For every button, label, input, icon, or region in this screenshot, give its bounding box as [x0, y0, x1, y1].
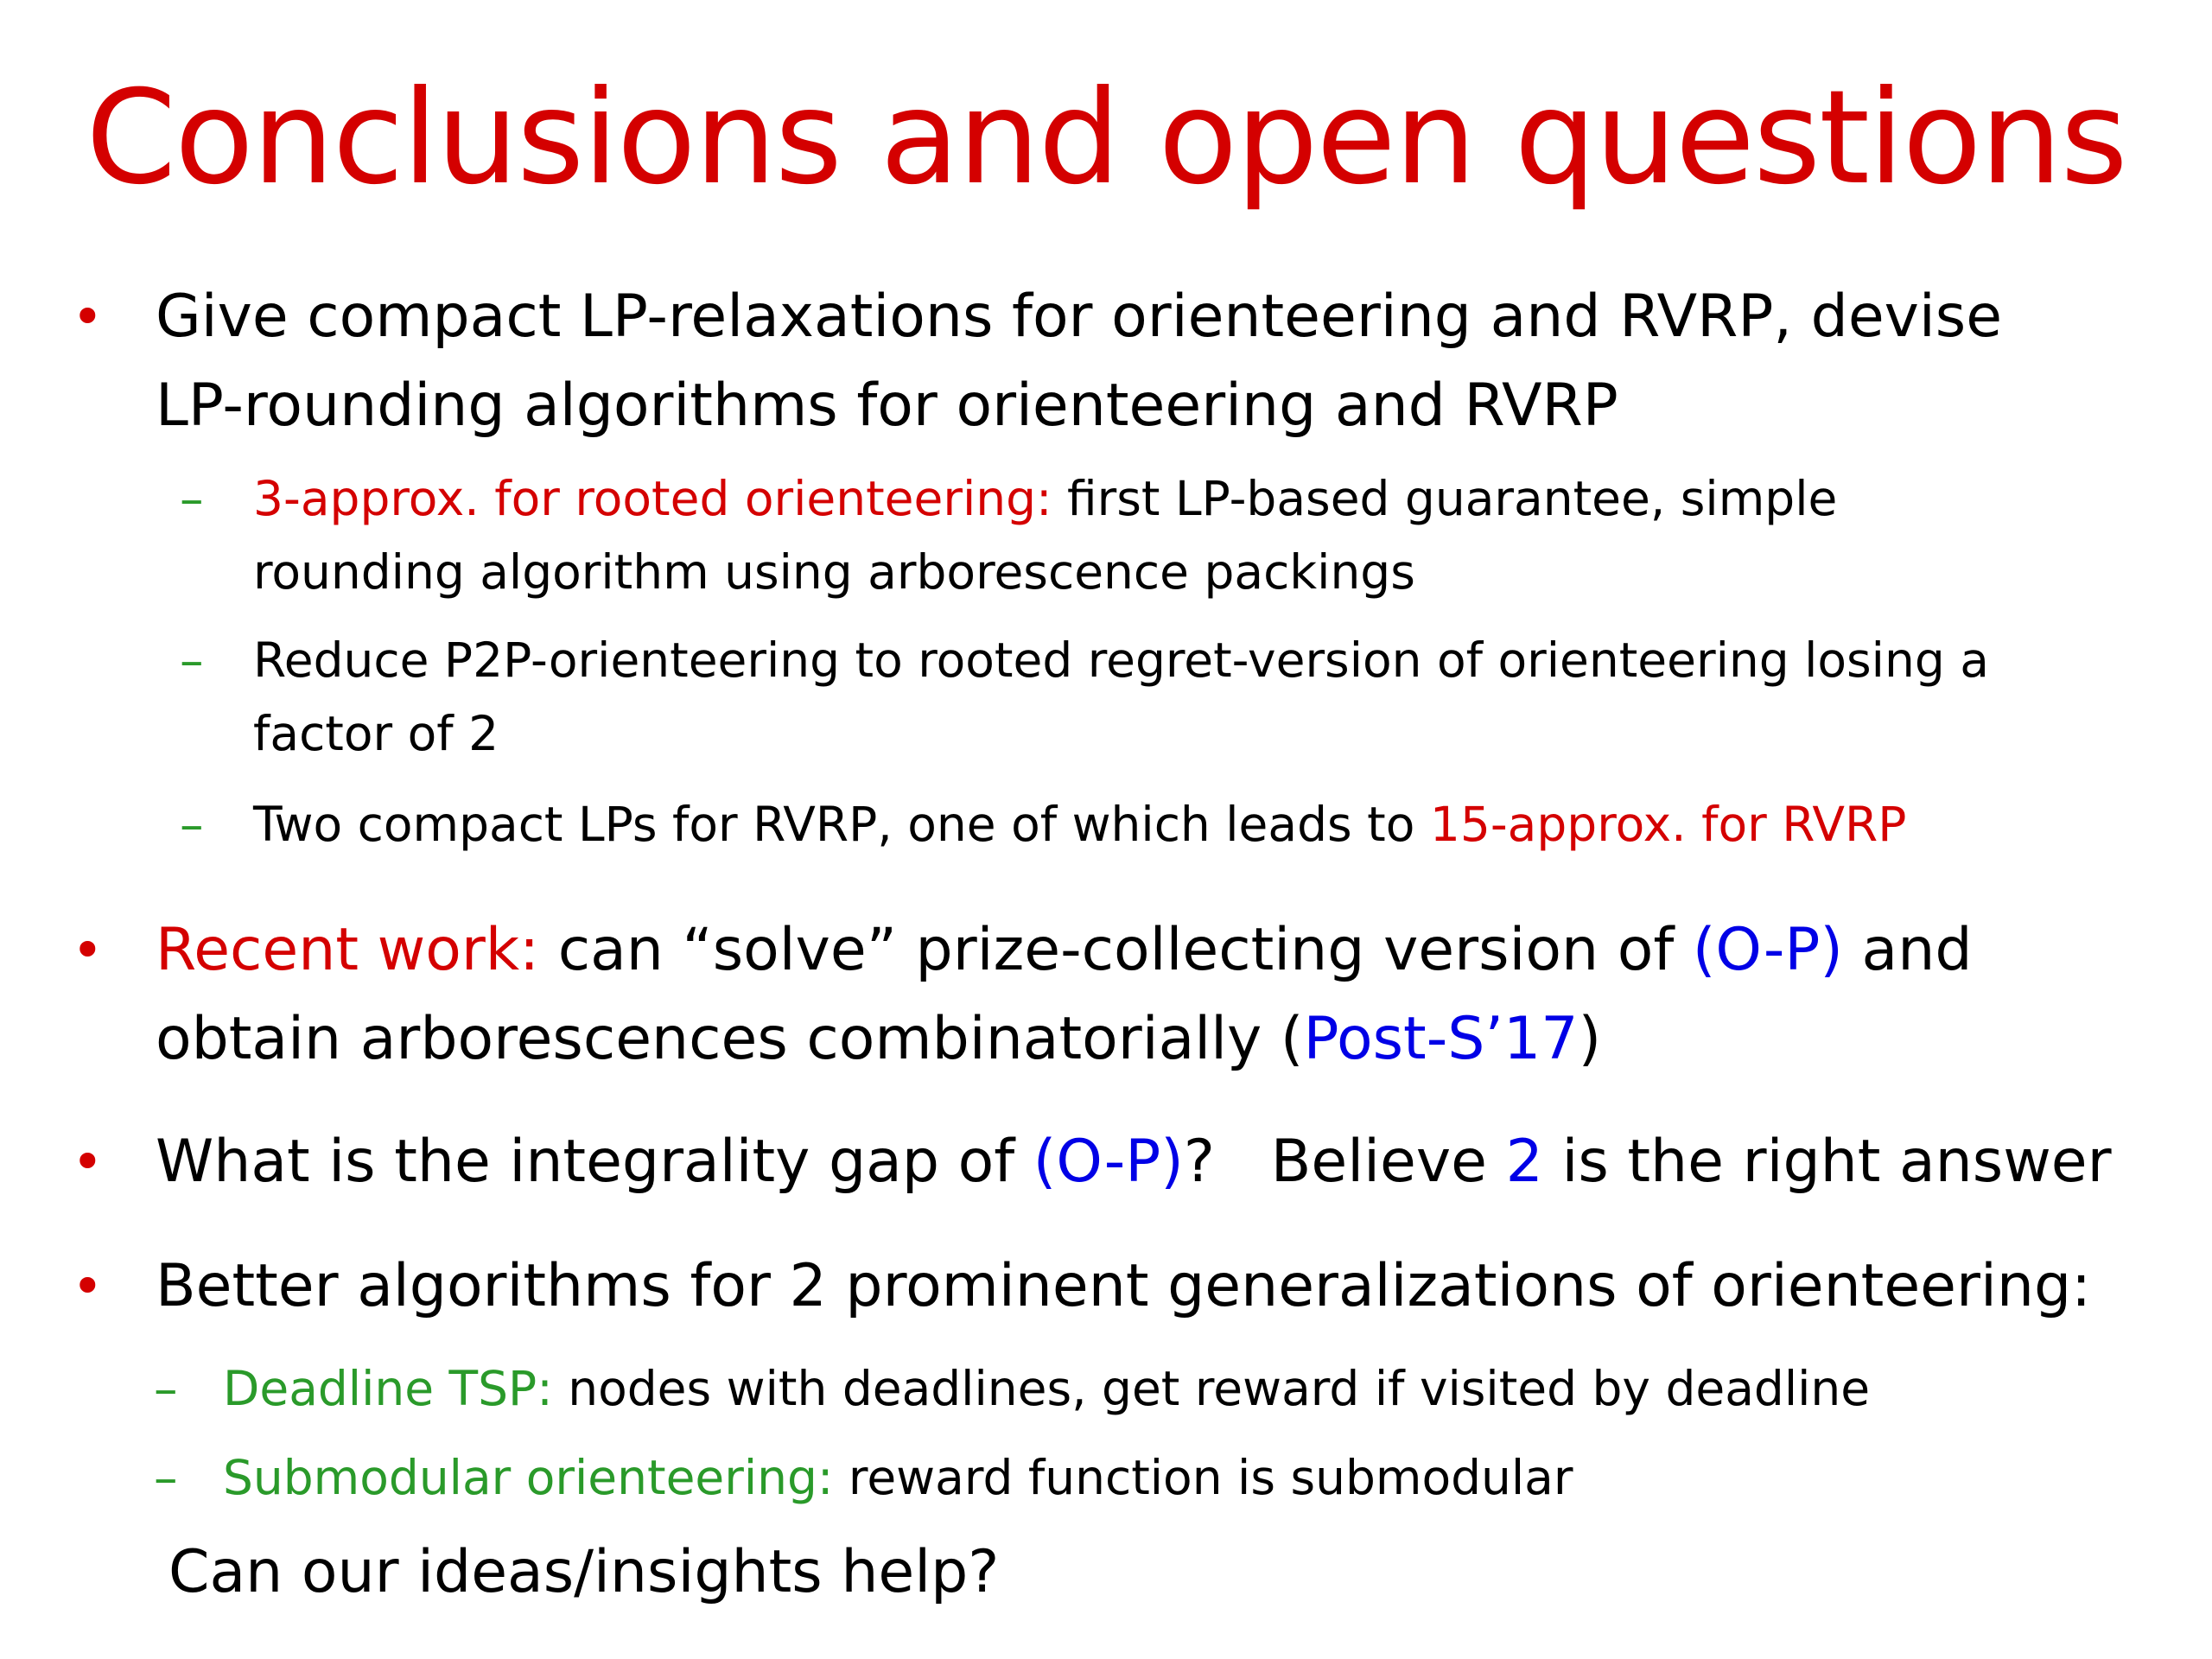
- sub-marker: –: [180, 797, 204, 852]
- sub-1-1-line-2: rounding algorithm using arborescence packings: [253, 544, 1415, 600]
- citation: Post-S’17: [1303, 1005, 1579, 1073]
- op-reference: (O-P): [1692, 916, 1843, 984]
- sub-bullet-4-2: [154, 1441, 2150, 1515]
- bullet-1: [72, 272, 2177, 450]
- bullet-3: [72, 1117, 2177, 1206]
- bullet-4: [72, 1242, 2177, 1331]
- sub-marker: –: [154, 1450, 178, 1505]
- bullet-3-text-2: ? Believe: [1183, 1128, 1506, 1196]
- bullet-marker: •: [72, 1130, 104, 1193]
- sub-marker: –: [180, 471, 204, 526]
- sub-1-1-line-1: first LP-based guarantee, simple: [1052, 471, 1838, 526]
- closing-question: Can our ideas/insights help?: [168, 1538, 1000, 1606]
- bullet-marker: •: [72, 1255, 104, 1318]
- bullet-1-line-2: LP-rounding algorithms for orienteering and RVRP: [156, 372, 1618, 440]
- bullet-2-line-2b: ): [1578, 1005, 1602, 1073]
- bullet-4-text: Better algorithms for 2 prominent generalizations of orienteering:: [156, 1252, 2092, 1320]
- bullet-3-text-1: What is the integrality gap of: [156, 1128, 1033, 1196]
- submodular-label: Submodular orienteering:: [223, 1450, 834, 1505]
- bullet-marker: •: [72, 285, 104, 348]
- slide-title: Conclusions and open questions: [86, 63, 2126, 213]
- sub-4-2-text: reward function is submodular: [833, 1450, 1573, 1505]
- bullet-3-text-3: is the right answer: [1542, 1128, 2112, 1196]
- deadline-tsp-label: Deadline TSP:: [223, 1361, 553, 1416]
- bullet-2-text-2: and: [1842, 916, 1973, 984]
- sub-marker: –: [180, 632, 204, 688]
- bullet-1-line-1: Give compact LP-relaxations for orienteering and RVRP, devise: [156, 283, 2003, 351]
- bullet-2-line-2a: obtain arborescences combinatorially (: [156, 1005, 1304, 1073]
- recent-work-label: Recent work:: [156, 916, 540, 984]
- bullet-2: [72, 906, 2177, 1084]
- sub-1-2-line-2: factor of 2: [253, 706, 499, 761]
- sub-marker: –: [154, 1361, 178, 1416]
- sub-4-1-text: nodes with deadlines, get reward if visited by deadline: [552, 1361, 1871, 1416]
- op-reference: (O-P): [1033, 1128, 1184, 1196]
- sub-1-2-line-1: Reduce P2P-orienteering to rooted regret-version of orienteering losing a: [253, 632, 1989, 688]
- bullet-2-text-1: can “solve” prize-collecting version of: [539, 916, 1693, 984]
- sub-bullet-1-2: [180, 624, 2180, 771]
- sub-1-3-text: Two compact LPs for RVRP, one of which leads to: [253, 797, 1430, 852]
- sub-bullet-1-3: [180, 788, 2180, 861]
- sub-bullet-4-1: [154, 1352, 2150, 1426]
- sub-1-3-highlight: 15-approx. for RVRP: [1429, 797, 1907, 852]
- sub-1-1-highlight: 3-approx. for rooted orienteering:: [253, 471, 1052, 526]
- gap-value: 2: [1505, 1128, 1543, 1196]
- sub-bullet-1-1: [180, 462, 2180, 609]
- bullet-marker: •: [72, 918, 104, 982]
